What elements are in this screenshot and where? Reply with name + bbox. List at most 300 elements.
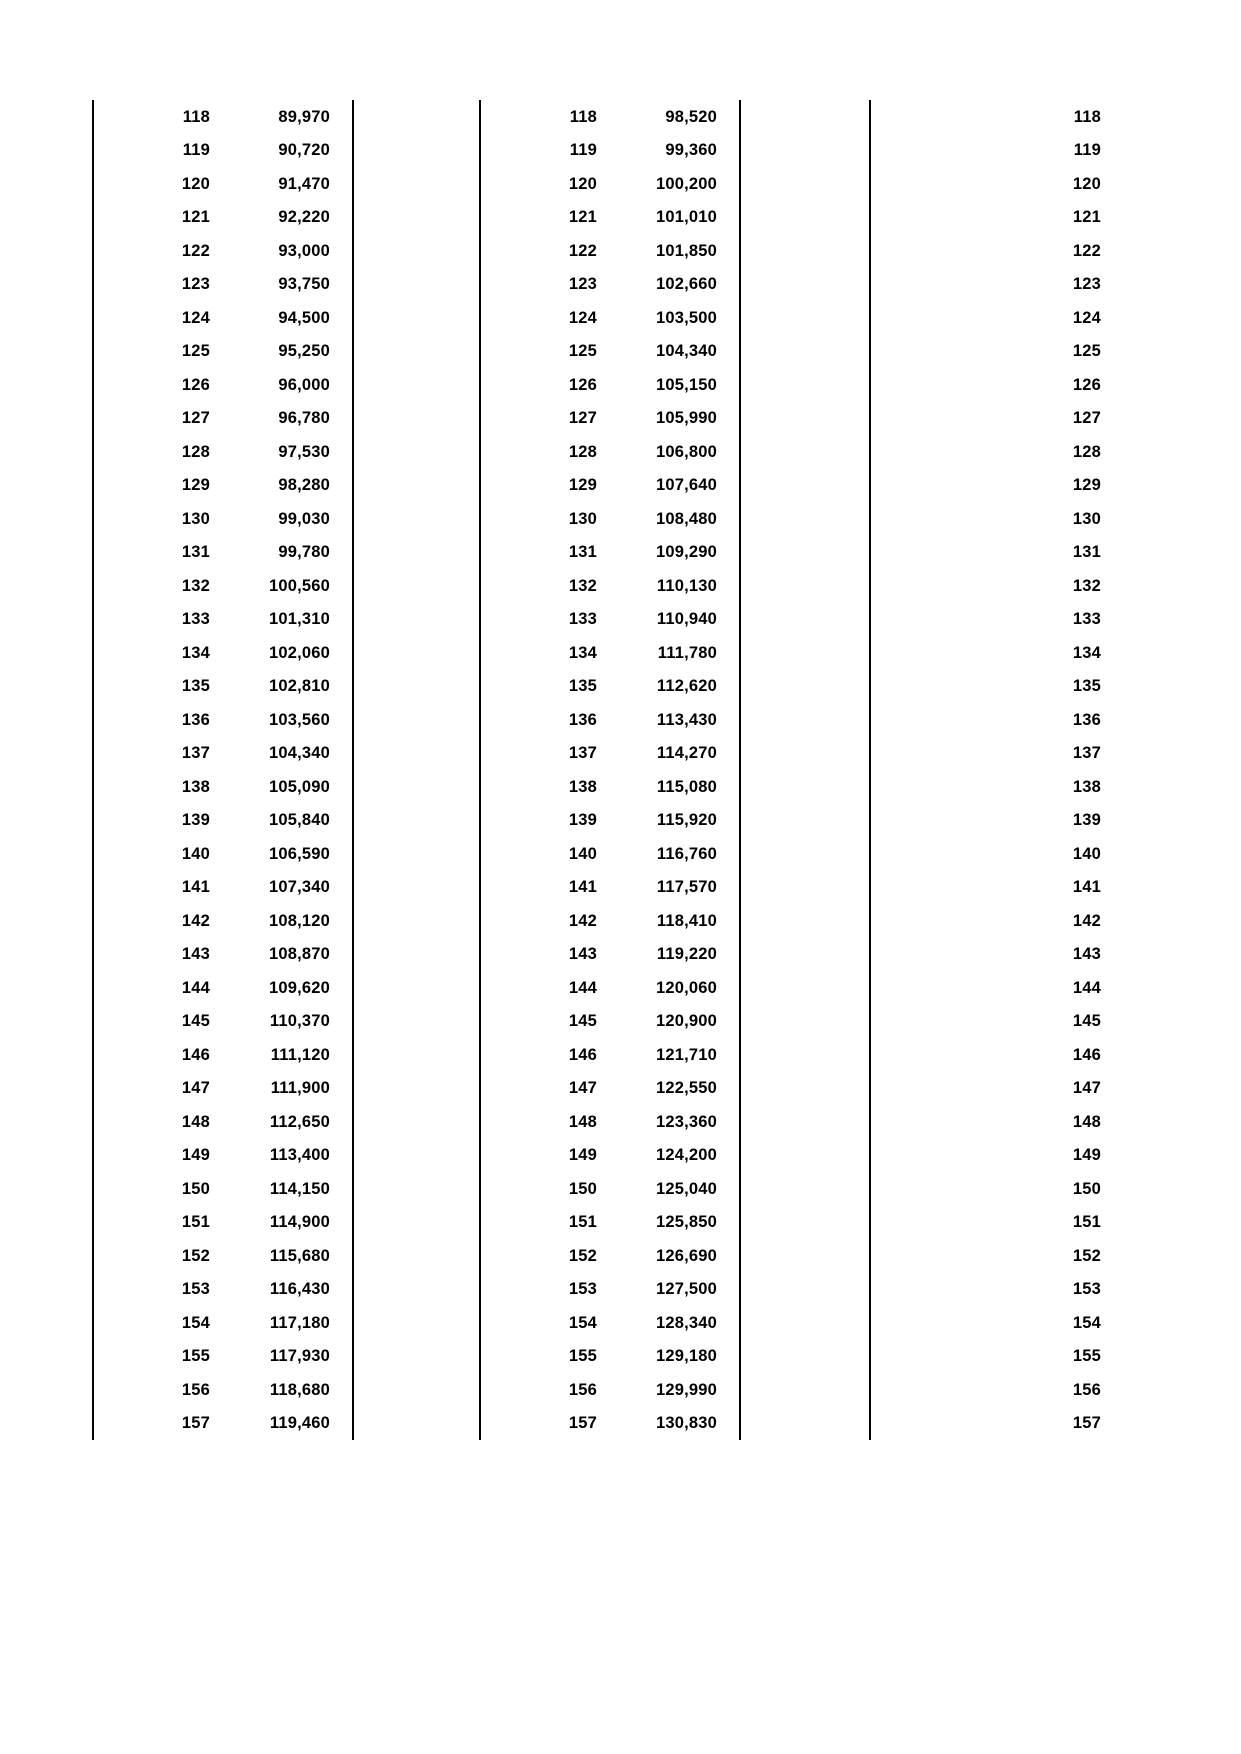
table-row <box>871 402 1241 436</box>
row-index-cell: 156 <box>1072 1380 1101 1399</box>
row-value-cell: 114,150 <box>269 1179 330 1198</box>
row-value-cell: 104,340 <box>268 744 330 762</box>
row-index-cell: 152 <box>568 1246 597 1265</box>
table-row <box>871 100 1241 134</box>
table-row <box>94 234 352 268</box>
row-index-cell: 148 <box>181 1112 210 1131</box>
row-index-cell: 121 <box>181 208 210 226</box>
table-row <box>481 167 739 201</box>
table-row <box>94 435 352 469</box>
table-row <box>94 1072 352 1106</box>
table-row <box>481 335 739 369</box>
table-row <box>871 938 1241 972</box>
row-value-cell: 102,810 <box>268 677 330 695</box>
row-value-cell: 122,550 <box>655 1079 717 1097</box>
row-index-cell: 121 <box>1072 208 1101 226</box>
row-index-cell: 155 <box>181 1347 210 1365</box>
row-index-cell: 153 <box>568 1280 597 1298</box>
table-row <box>481 636 739 670</box>
row-index-cell: 123 <box>568 275 597 293</box>
table-row <box>94 1239 352 1273</box>
row-index-cell: 145 <box>181 1012 210 1030</box>
row-index-cell: 155 <box>568 1347 597 1365</box>
row-value-cell: 114,270 <box>656 744 717 762</box>
row-value-cell: 119,220 <box>656 945 717 963</box>
row-value-cell: 112,650 <box>269 1112 330 1131</box>
row-index-cell: 145 <box>568 1012 597 1030</box>
row-value-cell: 112,620 <box>656 677 717 695</box>
table-row <box>481 971 739 1005</box>
row-index-cell: 150 <box>568 1179 597 1198</box>
table-row <box>481 234 739 268</box>
table-row <box>871 603 1241 637</box>
row-value-cell: 98,280 <box>278 476 330 494</box>
table-row <box>481 1038 739 1072</box>
row-value-cell: 111,780 <box>657 643 717 662</box>
row-index-cell: 143 <box>1072 945 1101 963</box>
table-row <box>481 871 739 905</box>
table-row <box>94 502 352 536</box>
row-value-cell: 98,520 <box>665 107 717 126</box>
table-row <box>871 636 1241 670</box>
row-index-cell: 128 <box>1072 442 1101 461</box>
table-row <box>94 837 352 871</box>
table-row <box>481 469 739 503</box>
row-index-cell: 131 <box>568 543 597 561</box>
row-index-cell: 134 <box>181 643 210 662</box>
row-index-cell: 127 <box>568 409 597 427</box>
row-index-cell: 135 <box>568 677 597 695</box>
row-value-cell: 108,120 <box>268 911 330 930</box>
row-index-cell: 133 <box>181 610 210 628</box>
table-row <box>94 1105 352 1139</box>
table-row <box>871 1105 1241 1139</box>
table-row <box>94 603 352 637</box>
table-row <box>871 536 1241 570</box>
row-index-cell: 139 <box>181 811 210 829</box>
row-index-cell: 146 <box>1072 1045 1101 1064</box>
row-index-cell: 142 <box>181 911 210 930</box>
row-value-cell: 96,780 <box>278 409 330 427</box>
row-value-cell: 127,500 <box>655 1280 717 1298</box>
row-value-cell: 105,990 <box>655 409 717 427</box>
numeric-table <box>92 100 1241 1440</box>
row-index-cell: 147 <box>181 1079 210 1097</box>
table-row <box>94 268 352 302</box>
row-index-cell: 150 <box>181 1179 210 1198</box>
row-index-cell: 130 <box>568 509 597 528</box>
table-row <box>481 1005 739 1039</box>
table-row <box>871 1172 1241 1206</box>
row-index-cell: 126 <box>181 375 210 394</box>
table-row <box>481 435 739 469</box>
table-row <box>481 100 739 134</box>
row-index-cell: 149 <box>568 1146 597 1164</box>
row-value-cell: 107,340 <box>268 878 330 896</box>
table-row <box>94 670 352 704</box>
row-index-cell: 127 <box>1072 409 1101 427</box>
row-index-cell: 135 <box>1072 677 1101 695</box>
row-index-cell: 138 <box>181 777 210 796</box>
table-row <box>481 201 739 235</box>
row-value-cell: 129,180 <box>655 1347 717 1365</box>
row-value-cell: 125,040 <box>655 1179 717 1198</box>
row-value-cell: 110,370 <box>269 1012 330 1030</box>
row-value-cell: 113,430 <box>656 710 717 729</box>
row-index-cell: 122 <box>181 241 210 260</box>
row-index-cell: 118 <box>569 107 597 126</box>
table-row <box>871 737 1241 771</box>
table-row <box>481 703 739 737</box>
table-row <box>871 804 1241 838</box>
row-value-cell: 101,850 <box>655 241 717 260</box>
row-value-cell: 99,360 <box>665 141 717 159</box>
table-row <box>94 1005 352 1039</box>
table-row <box>94 737 352 771</box>
row-value-cell: 103,560 <box>268 710 330 729</box>
table-row <box>871 770 1241 804</box>
row-value-cell: 102,660 <box>655 275 717 293</box>
table-row <box>94 1340 352 1374</box>
table-row <box>94 201 352 235</box>
table-row <box>871 234 1241 268</box>
row-index-cell: 142 <box>568 911 597 930</box>
table-row <box>871 134 1241 168</box>
table-row <box>94 770 352 804</box>
table-row <box>871 1407 1241 1441</box>
row-index-cell: 118 <box>182 107 210 126</box>
row-index-cell: 141 <box>568 878 597 896</box>
table-row <box>481 1105 739 1139</box>
row-index-cell: 123 <box>181 275 210 293</box>
row-value-cell: 110,130 <box>656 576 717 595</box>
row-index-cell: 144 <box>1072 978 1101 997</box>
row-index-cell: 122 <box>568 241 597 260</box>
table-row <box>871 167 1241 201</box>
table-row <box>481 134 739 168</box>
row-index-cell: 137 <box>568 744 597 762</box>
row-index-cell: 137 <box>1072 744 1101 762</box>
row-index-cell: 120 <box>1072 174 1101 193</box>
row-index-cell: 156 <box>181 1380 210 1399</box>
table-row <box>871 1273 1241 1307</box>
row-value-cell: 128,340 <box>655 1313 717 1332</box>
table-row <box>94 1273 352 1307</box>
row-index-cell: 151 <box>1072 1213 1101 1231</box>
row-value-cell: 108,480 <box>655 509 717 528</box>
table-row <box>871 368 1241 402</box>
table-row <box>871 268 1241 302</box>
row-value-cell: 110,940 <box>656 610 717 628</box>
row-index-cell: 147 <box>568 1079 597 1097</box>
row-index-cell: 154 <box>181 1313 210 1332</box>
row-value-cell: 106,800 <box>655 442 717 461</box>
table-row <box>481 368 739 402</box>
row-index-cell: 150 <box>1072 1179 1101 1198</box>
row-index-cell: 154 <box>1072 1313 1101 1332</box>
row-value-cell: 96,000 <box>278 375 330 394</box>
row-value-cell: 111,120 <box>270 1045 330 1064</box>
row-index-cell: 149 <box>181 1146 210 1164</box>
row-index-cell: 146 <box>568 1045 597 1064</box>
row-value-cell: 116,430 <box>269 1280 330 1298</box>
table-row <box>481 1306 739 1340</box>
row-index-cell: 119 <box>569 141 597 159</box>
row-value-cell: 115,920 <box>656 811 717 829</box>
table-row <box>481 502 739 536</box>
row-index-cell: 124 <box>568 308 597 327</box>
table-row <box>481 1340 739 1374</box>
row-value-cell: 101,310 <box>268 610 330 628</box>
row-index-cell: 120 <box>181 174 210 193</box>
row-index-cell: 118 <box>1073 107 1101 126</box>
table-row <box>94 402 352 436</box>
row-index-cell: 119 <box>1073 141 1101 159</box>
row-value-cell: 95,250 <box>278 342 330 360</box>
table-row <box>94 904 352 938</box>
table-row <box>94 1306 352 1340</box>
row-index-cell: 147 <box>1072 1079 1101 1097</box>
table-row <box>481 1172 739 1206</box>
table-row <box>481 1206 739 1240</box>
row-index-cell: 123 <box>1072 275 1101 293</box>
row-value-cell: 109,620 <box>268 978 330 997</box>
table-row <box>94 167 352 201</box>
table-row <box>871 1206 1241 1240</box>
row-index-cell: 152 <box>1072 1246 1101 1265</box>
row-index-cell: 143 <box>568 945 597 963</box>
table-row <box>94 134 352 168</box>
row-index-cell: 132 <box>181 576 210 595</box>
row-value-cell: 90,720 <box>278 141 330 159</box>
table-row <box>481 737 739 771</box>
row-index-cell: 139 <box>1072 811 1101 829</box>
row-index-cell: 125 <box>1072 342 1101 360</box>
row-index-cell: 157 <box>181 1414 210 1432</box>
row-index-cell: 119 <box>182 141 210 159</box>
table-row <box>94 569 352 603</box>
row-value-cell: 99,030 <box>278 509 330 528</box>
row-value-cell: 92,220 <box>278 208 330 226</box>
table-row <box>871 469 1241 503</box>
row-index-cell: 145 <box>1072 1012 1101 1030</box>
row-index-cell: 136 <box>181 710 210 729</box>
table-row <box>871 904 1241 938</box>
row-index-cell: 153 <box>1072 1280 1101 1298</box>
table-row <box>481 938 739 972</box>
table-row <box>94 1373 352 1407</box>
row-index-cell: 154 <box>568 1313 597 1332</box>
table-row <box>871 301 1241 335</box>
table-row <box>871 703 1241 737</box>
row-index-cell: 125 <box>568 342 597 360</box>
table-row <box>94 938 352 972</box>
row-value-cell: 117,180 <box>269 1313 330 1332</box>
row-value-cell: 108,870 <box>268 945 330 963</box>
row-index-cell: 137 <box>181 744 210 762</box>
row-index-cell: 124 <box>1072 308 1101 327</box>
row-value-cell: 104,340 <box>655 342 717 360</box>
table-row <box>481 536 739 570</box>
row-value-cell: 123,360 <box>655 1112 717 1131</box>
row-index-cell: 127 <box>181 409 210 427</box>
table-row <box>481 1239 739 1273</box>
row-value-cell: 106,590 <box>268 844 330 863</box>
row-value-cell: 129,990 <box>655 1380 717 1399</box>
table-row <box>94 301 352 335</box>
row-index-cell: 140 <box>181 844 210 863</box>
table-row <box>481 268 739 302</box>
table-row <box>481 569 739 603</box>
row-index-cell: 129 <box>181 476 210 494</box>
row-index-cell: 120 <box>568 174 597 193</box>
row-index-cell: 140 <box>1072 844 1101 863</box>
row-value-cell: 116,760 <box>656 844 717 863</box>
row-index-cell: 151 <box>181 1213 210 1231</box>
table-row <box>481 837 739 871</box>
table-row <box>94 100 352 134</box>
row-value-cell: 89,970 <box>278 107 330 126</box>
row-index-cell: 140 <box>568 844 597 863</box>
table-row <box>94 1407 352 1441</box>
table-row <box>481 904 739 938</box>
row-value-cell: 120,900 <box>655 1012 717 1030</box>
row-value-cell: 121,710 <box>655 1045 717 1064</box>
row-index-cell: 157 <box>568 1414 597 1432</box>
table-row <box>94 335 352 369</box>
row-index-cell: 151 <box>568 1213 597 1231</box>
row-index-cell: 134 <box>568 643 597 662</box>
row-index-cell: 131 <box>1072 543 1101 561</box>
table-row <box>94 804 352 838</box>
row-value-cell: 91,470 <box>278 174 330 193</box>
row-index-cell: 141 <box>1072 878 1101 896</box>
row-value-cell: 94,500 <box>278 308 330 327</box>
table-row <box>94 536 352 570</box>
row-value-cell: 100,200 <box>655 174 717 193</box>
row-index-cell: 133 <box>1072 610 1101 628</box>
row-index-cell: 124 <box>181 308 210 327</box>
table-row <box>94 469 352 503</box>
table-row <box>481 402 739 436</box>
row-value-cell: 105,150 <box>655 375 717 394</box>
table-row <box>871 1139 1241 1173</box>
table-row <box>94 1139 352 1173</box>
table-block-3 <box>869 100 1241 1440</box>
row-index-cell: 130 <box>1072 509 1101 528</box>
row-index-cell: 148 <box>568 1112 597 1131</box>
table-row <box>481 804 739 838</box>
row-value-cell: 115,680 <box>269 1246 330 1265</box>
table-row <box>871 201 1241 235</box>
row-index-cell: 138 <box>568 777 597 796</box>
row-value-cell: 125,850 <box>655 1213 717 1231</box>
row-index-cell: 142 <box>1072 911 1101 930</box>
table-row <box>481 301 739 335</box>
row-index-cell: 130 <box>181 509 210 528</box>
row-index-cell: 157 <box>1072 1414 1101 1432</box>
table-row <box>94 703 352 737</box>
row-value-cell: 93,000 <box>278 241 330 260</box>
table-row <box>871 837 1241 871</box>
row-index-cell: 143 <box>181 945 210 963</box>
row-value-cell: 115,080 <box>656 777 717 796</box>
row-value-cell: 101,010 <box>655 208 717 226</box>
row-index-cell: 133 <box>568 610 597 628</box>
row-index-cell: 126 <box>568 375 597 394</box>
table-row <box>481 1273 739 1307</box>
table-row <box>94 871 352 905</box>
table-row <box>871 1239 1241 1273</box>
row-index-cell: 129 <box>1072 476 1101 494</box>
row-value-cell: 124,200 <box>655 1146 717 1164</box>
row-value-cell: 93,750 <box>278 275 330 293</box>
table-row <box>871 1340 1241 1374</box>
block-gutter-1 <box>354 100 479 1440</box>
row-index-cell: 136 <box>1072 710 1101 729</box>
table-row <box>481 1373 739 1407</box>
table-row <box>481 670 739 704</box>
table-row <box>871 1005 1241 1039</box>
table-row <box>94 971 352 1005</box>
row-index-cell: 128 <box>181 442 210 461</box>
table-row <box>481 1072 739 1106</box>
table-row <box>94 1038 352 1072</box>
row-value-cell: 103,500 <box>655 308 717 327</box>
row-value-cell: 107,640 <box>655 476 717 494</box>
table-row <box>871 1306 1241 1340</box>
row-index-cell: 134 <box>1072 643 1101 662</box>
row-value-cell: 99,780 <box>278 543 330 561</box>
row-index-cell: 146 <box>181 1045 210 1064</box>
table-row <box>481 1139 739 1173</box>
table-block-2 <box>479 100 741 1440</box>
row-index-cell: 136 <box>568 710 597 729</box>
row-index-cell: 148 <box>1072 1112 1101 1131</box>
row-index-cell: 122 <box>1072 241 1101 260</box>
row-value-cell: 120,060 <box>655 978 717 997</box>
table-row <box>871 335 1241 369</box>
row-value-cell: 117,930 <box>269 1347 330 1365</box>
table-row <box>481 1407 739 1441</box>
table-row <box>871 971 1241 1005</box>
row-value-cell: 119,460 <box>269 1414 330 1432</box>
table-row <box>94 368 352 402</box>
table-row <box>871 871 1241 905</box>
table-row <box>871 502 1241 536</box>
row-value-cell: 97,530 <box>278 442 330 461</box>
row-index-cell: 126 <box>1072 375 1101 394</box>
row-value-cell: 105,090 <box>268 777 330 796</box>
table-row <box>871 1072 1241 1106</box>
row-value-cell: 102,060 <box>268 643 330 662</box>
row-index-cell: 152 <box>181 1246 210 1265</box>
block-gutter-2 <box>741 100 869 1440</box>
row-index-cell: 129 <box>568 476 597 494</box>
table-row <box>871 1038 1241 1072</box>
row-value-cell: 126,690 <box>655 1246 717 1265</box>
row-value-cell: 130,830 <box>655 1414 717 1432</box>
row-index-cell: 121 <box>568 208 597 226</box>
row-value-cell: 100,560 <box>268 576 330 595</box>
row-index-cell: 135 <box>181 677 210 695</box>
row-value-cell: 114,900 <box>269 1213 330 1231</box>
table-row <box>871 435 1241 469</box>
table-row <box>94 1206 352 1240</box>
row-index-cell: 132 <box>568 576 597 595</box>
table-row <box>481 770 739 804</box>
row-index-cell: 132 <box>1072 576 1101 595</box>
